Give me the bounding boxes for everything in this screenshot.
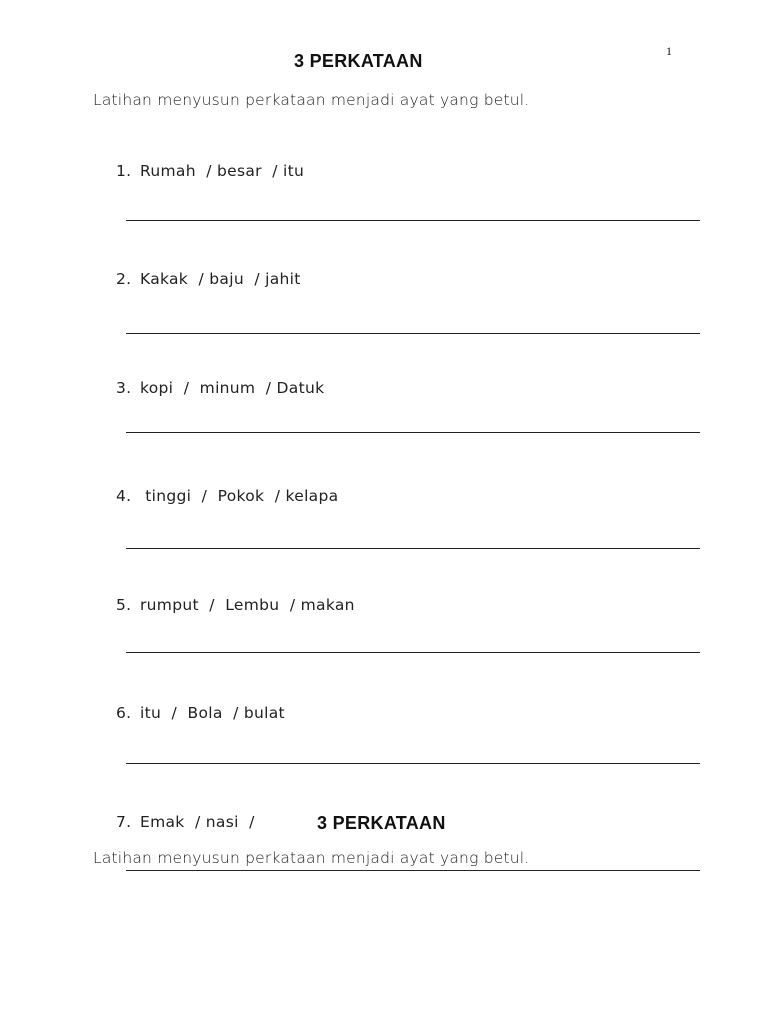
exercise-item-6 [116,704,285,722]
answer-line-4[interactable] [126,548,700,549]
overlay-instruction-text: Latihan menyusun perkataan menjadi ayat yang betul. [93,849,530,867]
item-words: Emak / nasi / [140,813,255,831]
item-words: Kakak / baju / jahit [140,270,301,288]
overlay-title: 3 PERKATAAN [317,813,446,833]
exercise-item-3 [116,379,324,397]
answer-line-5[interactable] [126,652,700,653]
item-number: 4. [116,487,132,505]
answer-line-1[interactable] [126,220,700,221]
item-number: 7. [116,813,132,831]
item-number: 3. [116,379,132,397]
answer-line-6[interactable] [126,763,700,764]
item-words: kopi / minum / Datuk [140,379,325,397]
page-number: 1 [666,44,672,58]
page-title: 3 PERKATAAN [294,51,423,71]
exercise-item-5 [116,596,355,614]
answer-line-3[interactable] [126,432,700,433]
item-words: tinggi / Pokok / kelapa [140,487,339,505]
answer-line-2[interactable] [126,333,700,334]
item-words: rumput / Lembu / makan [140,596,355,614]
answer-line-7[interactable] [126,870,700,871]
item-words: itu / Bola / bulat [140,704,285,722]
instruction-text: Latihan menyusun perkataan menjadi ayat yang betul. [93,91,530,109]
exercise-item-1 [116,162,304,180]
item-words: Rumah / besar / itu [140,162,305,180]
item-number: 5. [116,596,132,614]
item-number: 2. [116,270,132,288]
item-number: 1. [116,162,132,180]
exercise-item-4 [116,487,338,505]
exercise-item-2 [116,270,301,288]
exercise-item-7 [116,813,255,831]
item-number: 6. [116,704,132,722]
